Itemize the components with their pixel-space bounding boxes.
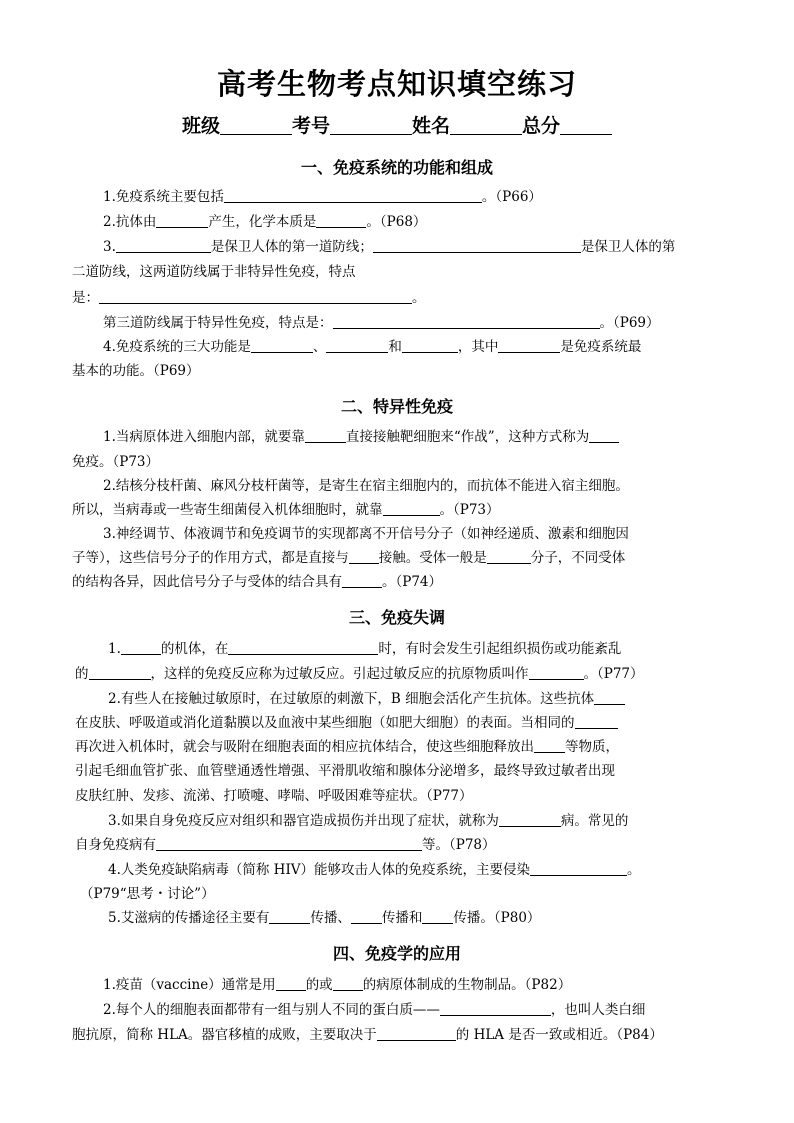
- question-line: [103, 476, 629, 496]
- question-line: [103, 313, 660, 333]
- question-text: 自身免疫病有: [75, 837, 156, 853]
- question-line: [103, 524, 629, 544]
- answer-blank[interactable]: [326, 337, 388, 353]
- question-line: [72, 1025, 663, 1045]
- question-text: 皮肤红肿、发疹、流涕、打喷嚏、哮喘、呼吸困难等症状。（P77）: [75, 788, 473, 804]
- question-text: 所以，当病毒或一些寄生细菌侵入机体细胞时，就靠: [72, 502, 383, 518]
- question-text: 的结构各异，因此信号分子与受体的结合具有: [72, 574, 342, 590]
- question-line: [75, 713, 618, 733]
- question-text: 是保卫人体的第: [580, 239, 676, 255]
- question-line: [72, 452, 159, 472]
- question-text: 。（P66）: [481, 189, 542, 205]
- question-text: 。: [412, 290, 426, 306]
- question-line: [72, 500, 500, 520]
- question-text: 等。（P78）: [422, 837, 496, 853]
- question-line: [108, 860, 641, 880]
- question-text: 子等），这些信号分子的作用方式，都是直接与: [72, 550, 349, 566]
- question-text: ，也叫人类白细: [550, 1002, 646, 1018]
- question-line: [103, 975, 571, 995]
- question-line: [75, 835, 496, 855]
- name-field[interactable]: [450, 115, 522, 135]
- student-info-row: [0, 111, 794, 138]
- answer-blank[interactable]: [487, 548, 531, 564]
- answer-blank[interactable]: [116, 237, 211, 253]
- question-line: [108, 639, 621, 659]
- question-text: 。（P73）: [439, 502, 500, 518]
- name-label: 姓名: [412, 115, 451, 137]
- section-heading: 二、特异性免疫: [340, 397, 453, 416]
- number-label: 考号: [291, 115, 330, 137]
- answer-blank[interactable]: [305, 427, 346, 443]
- score-field[interactable]: [560, 115, 612, 135]
- question-text: 和: [388, 339, 402, 355]
- score-label: 总分: [522, 115, 561, 137]
- question-text: 4.免疫系统的三大功能是: [103, 339, 251, 355]
- answer-blank[interactable]: [333, 313, 600, 329]
- question-text: 1.当病原体进入细胞内部，就要靠: [103, 429, 305, 445]
- answer-blank[interactable]: [499, 811, 561, 827]
- answer-blank[interactable]: [575, 713, 618, 729]
- answer-blank[interactable]: [498, 337, 560, 353]
- question-text: 的: [75, 666, 89, 682]
- answer-blank[interactable]: [342, 572, 382, 588]
- answer-blank[interactable]: [529, 664, 584, 680]
- question-text: 。（P69）: [599, 315, 660, 331]
- question-line: [108, 908, 540, 928]
- question-line: [108, 811, 628, 831]
- question-text: 2.抗体由: [103, 214, 157, 230]
- answer-blank[interactable]: [99, 288, 412, 304]
- answer-blank[interactable]: [530, 860, 627, 876]
- question-line: [103, 187, 542, 207]
- question-text: 传播。（P80）: [453, 910, 541, 926]
- answer-blank[interactable]: [156, 212, 208, 228]
- question-text: 直接接触靶细胞来“作战”，这种方式称为: [345, 429, 590, 445]
- question-text: ，其中: [457, 339, 499, 355]
- question-line: [75, 761, 615, 781]
- question-text: 传播和: [381, 910, 423, 926]
- question-line: [103, 237, 675, 257]
- answer-blank[interactable]: [534, 737, 565, 753]
- answer-blank[interactable]: [594, 689, 625, 705]
- answer-blank[interactable]: [349, 548, 379, 564]
- question-text: 等物质，: [565, 739, 619, 755]
- question-text: 第三道防线属于特异性免疫，特点是：: [103, 315, 333, 331]
- question-text: 是：: [72, 290, 99, 306]
- question-line: [72, 288, 426, 308]
- question-line: [103, 212, 426, 232]
- question-line: [103, 337, 641, 357]
- question-text: 、: [312, 339, 327, 355]
- class-field[interactable]: [220, 115, 292, 135]
- question-text: 是免疫系统最: [560, 339, 642, 355]
- question-text: 。（P77）: [583, 666, 644, 682]
- question-text: 在皮肤、呼吸道或消化道黏膜以及血液中某些细胞（如肥大细胞）的表面。当相同的: [75, 715, 575, 731]
- question-line: [75, 664, 644, 684]
- question-text: 胞抗原，简称 HLA。器官移植的成败，主要取决于: [72, 1027, 377, 1043]
- answer-blank[interactable]: [333, 975, 363, 991]
- question-text: 。: [627, 862, 641, 878]
- question-text: 4.人类免疫缺陷病毒（简称 HIV）能够攻击人体的免疫系统，主要侵染: [108, 862, 531, 878]
- question-text: 的病原体制成的生物制品。（P82）: [362, 977, 572, 993]
- answer-blank[interactable]: [156, 835, 422, 851]
- answer-blank[interactable]: [228, 639, 378, 655]
- answer-blank[interactable]: [589, 427, 619, 443]
- question-text: 3.神经调节、体液调节和免疫调节的实现都离不开信号分子（如神经递质、激素和细胞因: [103, 526, 629, 542]
- question-line: [75, 786, 473, 806]
- question-line: [103, 427, 619, 447]
- question-text: 1.免疫系统主要包括: [103, 189, 224, 205]
- question-text: 引起毛细血管扩张、血管壁通透性增强、平滑肌收缩和腺体分泌增多，最终导致过敏者出现: [75, 763, 615, 779]
- question-line: [72, 548, 625, 568]
- question-line: [72, 361, 200, 381]
- question-line: [108, 689, 625, 709]
- question-text: 病。常见的: [560, 813, 629, 829]
- section-heading: 三、免疫失调: [348, 608, 445, 627]
- question-text: 3.如果自身免疫反应对组织和器官造成损伤并出现了症状，就称为: [108, 813, 499, 829]
- question-text: 产生，化学本质是: [208, 214, 317, 230]
- class-label: 班级: [181, 115, 220, 137]
- page-title: 高考生物考点知识填空练习: [216, 67, 577, 101]
- question-line: [72, 262, 356, 282]
- answer-blank[interactable]: [276, 975, 306, 991]
- question-text: 2.有些人在接触过敏原时，在过敏原的刺激下，B 细胞会活化产生抗体。这些抗体: [108, 691, 595, 707]
- answer-blank[interactable]: [440, 1000, 551, 1016]
- question-text: 二道防线，这两道防线属于非特异性免疫，特点: [72, 264, 356, 280]
- question-text: 再次进入机体时，就会与吸附在细胞表面的相应抗体结合，使这些细胞释放出: [75, 739, 534, 755]
- question-text: 接触。受体一般是: [378, 550, 487, 566]
- answer-blank[interactable]: [316, 212, 366, 228]
- question-text: 的 HLA 是否一致或相近。（P84）: [455, 1027, 663, 1043]
- section-heading: 一、免疫系统的功能和组成: [300, 158, 493, 177]
- question-text: 2.结核分枝杆菌、麻风分枝杆菌等，是寄生在宿主细胞内的，而抗体不能进入宿主细胞。: [103, 478, 629, 494]
- answer-blank[interactable]: [351, 908, 382, 924]
- question-text: 3.: [103, 239, 116, 255]
- answer-blank[interactable]: [269, 908, 310, 924]
- question-text: 是保卫人体的第一道防线；: [210, 239, 373, 255]
- question-text: 。（P74）: [382, 574, 443, 590]
- question-text: 免疫。（P73）: [72, 454, 160, 470]
- answer-blank[interactable]: [121, 639, 161, 655]
- answer-blank[interactable]: [89, 664, 151, 680]
- question-text: 。（P68）: [366, 214, 427, 230]
- question-text: 1.: [108, 641, 121, 657]
- question-text: 5.艾滋病的传播途径主要有: [108, 910, 270, 926]
- question-text: （P79“思考・讨论”）: [80, 886, 215, 902]
- question-line: [80, 884, 215, 904]
- question-text: ，这样的免疫反应称为过敏反应。引起过敏反应的抗原物质叫作: [150, 666, 529, 682]
- question-text: 基本的功能。（P69）: [72, 363, 200, 379]
- number-field[interactable]: [330, 115, 412, 135]
- answer-blank[interactable]: [251, 337, 313, 353]
- question-text: 的机体，在: [160, 641, 229, 657]
- question-line: [103, 1000, 645, 1020]
- question-text: 1.疫苗（vaccine）通常是用: [103, 977, 276, 993]
- answer-blank[interactable]: [422, 908, 453, 924]
- question-text: 分子，不同受体: [530, 550, 626, 566]
- question-line: [72, 572, 442, 592]
- answer-blank[interactable]: [373, 237, 581, 253]
- answer-blank[interactable]: [377, 1025, 456, 1041]
- question-text: 2.每个人的细胞表面都带有一组与别人不同的蛋白质——: [103, 1002, 440, 1018]
- answer-blank[interactable]: [383, 500, 440, 516]
- question-text: 时，有时会发生引起组织损伤或功能紊乱: [378, 641, 622, 657]
- answer-blank[interactable]: [402, 337, 458, 353]
- question-text: 的或: [305, 977, 333, 993]
- section-heading: 四、免疫学的应用: [332, 944, 461, 963]
- answer-blank[interactable]: [224, 187, 482, 203]
- question-text: 传播、: [310, 910, 351, 926]
- question-line: [75, 737, 619, 757]
